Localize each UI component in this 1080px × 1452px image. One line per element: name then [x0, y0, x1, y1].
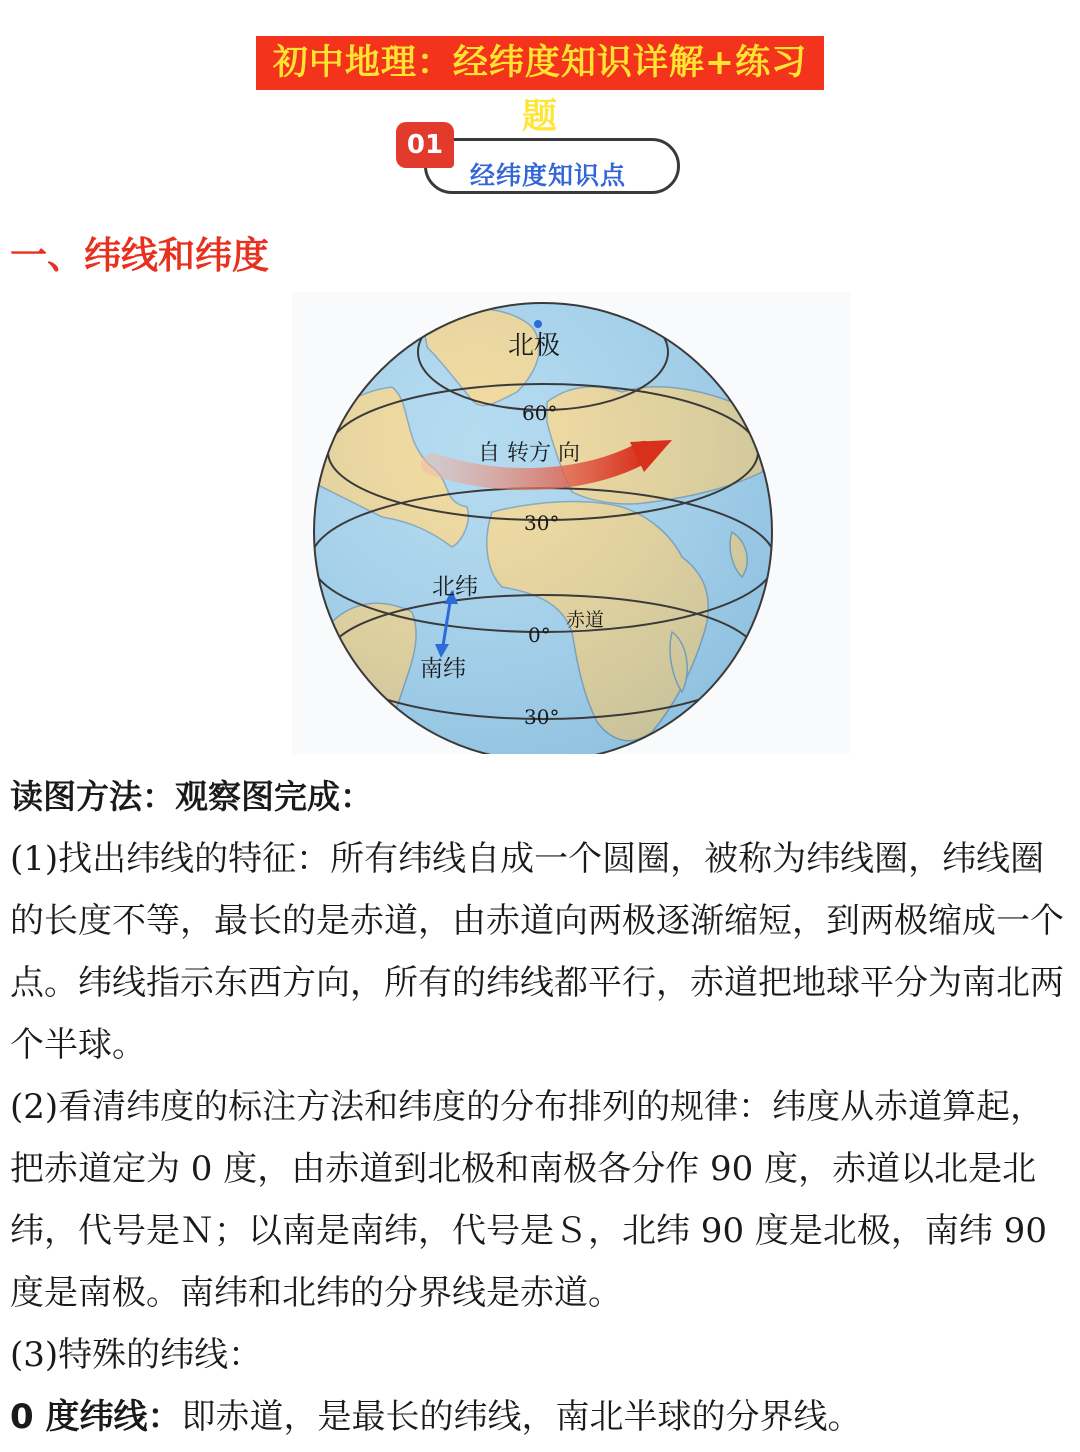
section-heading: 一、纬线和纬度 — [10, 234, 269, 277]
section-tag-label: 经纬度知识点 — [470, 161, 627, 190]
paragraph-4 — [10, 1386, 1072, 1448]
label-lat-30s: 30° — [524, 705, 560, 729]
label-lat-30n: 30° — [524, 511, 560, 535]
label-equator-degree: 0° — [528, 623, 551, 647]
paragraph-3: (3)特殊的纬线： — [10, 1335, 263, 1375]
label-lat-60: 60° — [522, 401, 558, 425]
label-north-pole: 北极 — [508, 331, 561, 361]
label-north-latitude: 北纬 — [432, 574, 478, 600]
body-text — [10, 766, 1072, 1448]
globe-figure — [292, 292, 850, 754]
paragraph-4-bold: 0 度纬线： — [10, 1397, 182, 1437]
paragraph-1: (1)找出纬线的特征：所有纬线自成一个圆圈，被称为纬线圈，纬线圈的长度不等，最长的是赤道，由赤道向两极逐渐缩短，到两极缩成一个点。纬线指示东西方向，所有的纬线都平行，赤道把地球平分为南北两个半球。 — [10, 839, 1064, 1065]
north-pole-dot — [534, 320, 542, 328]
method-title: 读图方法：观察图完成： — [10, 777, 373, 816]
paragraph-2: (2)看清纬度的标注方法和纬度的分布排列的规律：纬度从赤道算起，把赤道定为 0 度，由赤道到北极和南极各分作 90 度，赤道以北是北纬，代号是Ｎ；以南是南纬，代号是Ｓ，北纬 90 度是北极，南纬 90 度是南极。南纬和北纬的分界线是赤道。 — [10, 1087, 1047, 1313]
page-title: 初中地理：经纬度知识详解+练习题 — [256, 36, 824, 90]
label-rotation-direction: 自 转方 向 — [478, 441, 580, 466]
paragraph-4-text: 即赤道，是最长的纬线，南北半球的分界线。 — [181, 1397, 862, 1437]
section-number-badge: 01 — [396, 122, 454, 168]
label-equator: 赤道 — [566, 609, 605, 631]
section-tag — [396, 122, 686, 198]
label-south-latitude: 南纬 — [420, 656, 466, 682]
